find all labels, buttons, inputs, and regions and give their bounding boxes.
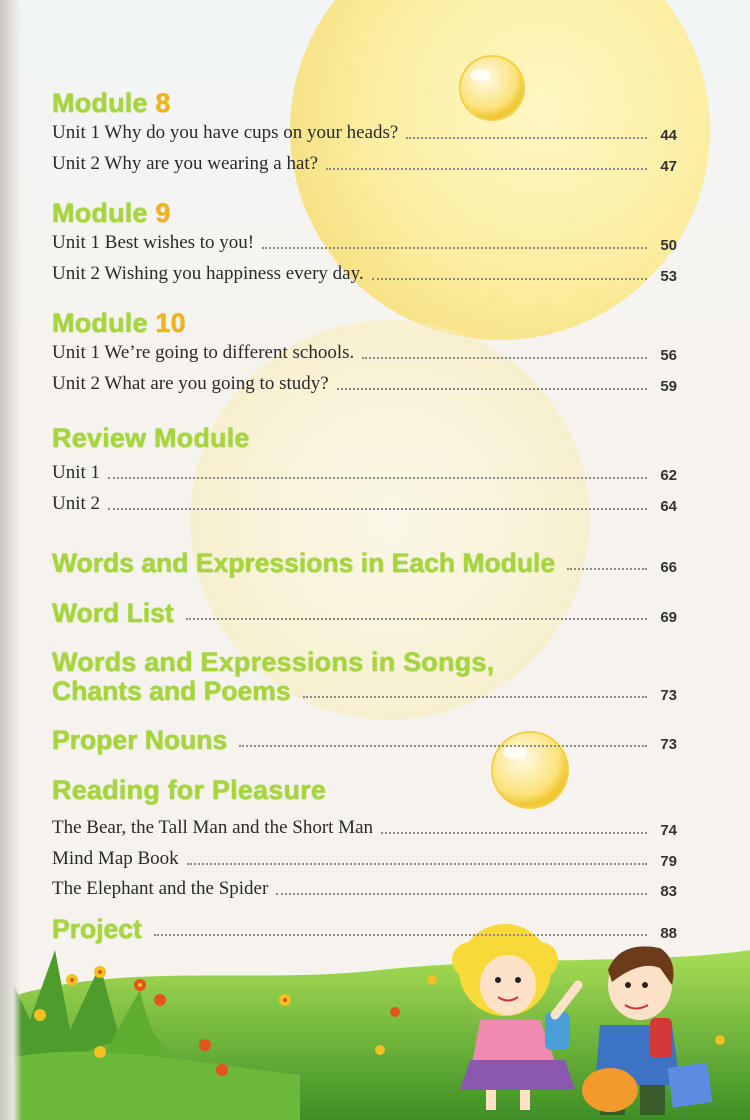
- bubble-icon: [460, 56, 524, 120]
- entry-title: Unit 2 Why are you wearing a hat?: [52, 153, 319, 174]
- leader-dots: [187, 862, 647, 865]
- toc-entry[interactable]: [52, 846, 677, 870]
- module-heading: Module 10: [52, 308, 186, 338]
- toc-entry[interactable]: [52, 491, 677, 515]
- page-number: 53: [660, 268, 677, 285]
- page-number: 66: [660, 559, 677, 576]
- toc-entry[interactable]: [52, 151, 677, 175]
- leader-dots: [326, 167, 647, 170]
- section-title: Words and Expressions in Songs,: [52, 647, 495, 677]
- toc-entry[interactable]: [52, 876, 677, 900]
- page-number: 59: [660, 378, 677, 395]
- page-number: 79: [660, 853, 677, 870]
- leader-dots: [362, 356, 647, 359]
- review-module-heading: Review Module: [52, 423, 250, 453]
- toc-entry[interactable]: [52, 371, 677, 395]
- module-heading: Module 8: [52, 88, 171, 118]
- toc-entry[interactable]: [52, 120, 677, 144]
- entry-title: Unit 1: [52, 462, 101, 483]
- entry-title: The Elephant and the Spider: [52, 878, 269, 899]
- entry-title: Unit 1 Why do you have cups on your heads?: [52, 122, 399, 143]
- section-title: Project: [52, 914, 142, 944]
- leader-dots: [303, 695, 647, 698]
- page-number: 73: [660, 687, 677, 704]
- toc-entry[interactable]: [52, 815, 677, 839]
- entry-title: Unit 2 Wishing you happiness every day.: [52, 263, 364, 284]
- entry-title: Unit 1 Best wishes to you!: [52, 232, 255, 253]
- leader-dots: [406, 136, 647, 139]
- leader-dots: [276, 892, 647, 895]
- entry-title: Unit 1 We’re going to different schools.: [52, 342, 355, 363]
- page-number: 69: [660, 609, 677, 626]
- page-number: 44: [660, 127, 677, 144]
- leader-dots: [381, 831, 647, 834]
- module-heading: Module 9: [52, 198, 171, 228]
- entry-title: Unit 2: [52, 493, 101, 514]
- page-number: 74: [660, 822, 677, 839]
- leader-dots: [186, 617, 647, 620]
- page-number: 62: [660, 467, 677, 484]
- section-title: Words and Expressions in Each Module: [52, 548, 556, 578]
- entry-title: The Bear, the Tall Man and the Short Man: [52, 817, 374, 838]
- entry-title: Mind Map Book: [52, 848, 179, 869]
- toc-section-entry[interactable]: [52, 914, 677, 944]
- leader-dots: [262, 246, 647, 249]
- entry-title: Unit 2 What are you going to study?: [52, 373, 329, 394]
- page-number: 83: [660, 883, 677, 900]
- page-number: 50: [660, 237, 677, 254]
- page-number: 88: [660, 925, 677, 942]
- section-title: Proper Nouns: [52, 725, 228, 755]
- leader-dots: [567, 567, 647, 570]
- toc-section-entry[interactable]: [52, 598, 677, 628]
- leader-dots: [239, 744, 647, 747]
- section-title: Chants and Poems: [52, 676, 291, 706]
- toc-section-entry[interactable]: [52, 676, 677, 706]
- reading-heading: Reading for Pleasure: [52, 775, 327, 805]
- page-number: 56: [660, 347, 677, 364]
- page-number: 73: [660, 736, 677, 753]
- leader-dots: [154, 933, 647, 936]
- leader-dots: [108, 476, 647, 479]
- leader-dots: [372, 277, 647, 280]
- toc-entry[interactable]: [52, 230, 677, 254]
- leader-dots: [108, 507, 647, 510]
- leader-dots: [337, 387, 647, 390]
- toc-entry[interactable]: [52, 261, 677, 285]
- toc-entry[interactable]: [52, 460, 677, 484]
- toc-section-entry[interactable]: [52, 725, 677, 755]
- page-binding-shadow: [0, 0, 22, 1120]
- page-number: 64: [660, 498, 677, 515]
- toc-entry[interactable]: [52, 340, 677, 364]
- page-number: 47: [660, 158, 677, 175]
- section-title: Word List: [52, 598, 174, 628]
- toc-section-entry[interactable]: [52, 548, 677, 578]
